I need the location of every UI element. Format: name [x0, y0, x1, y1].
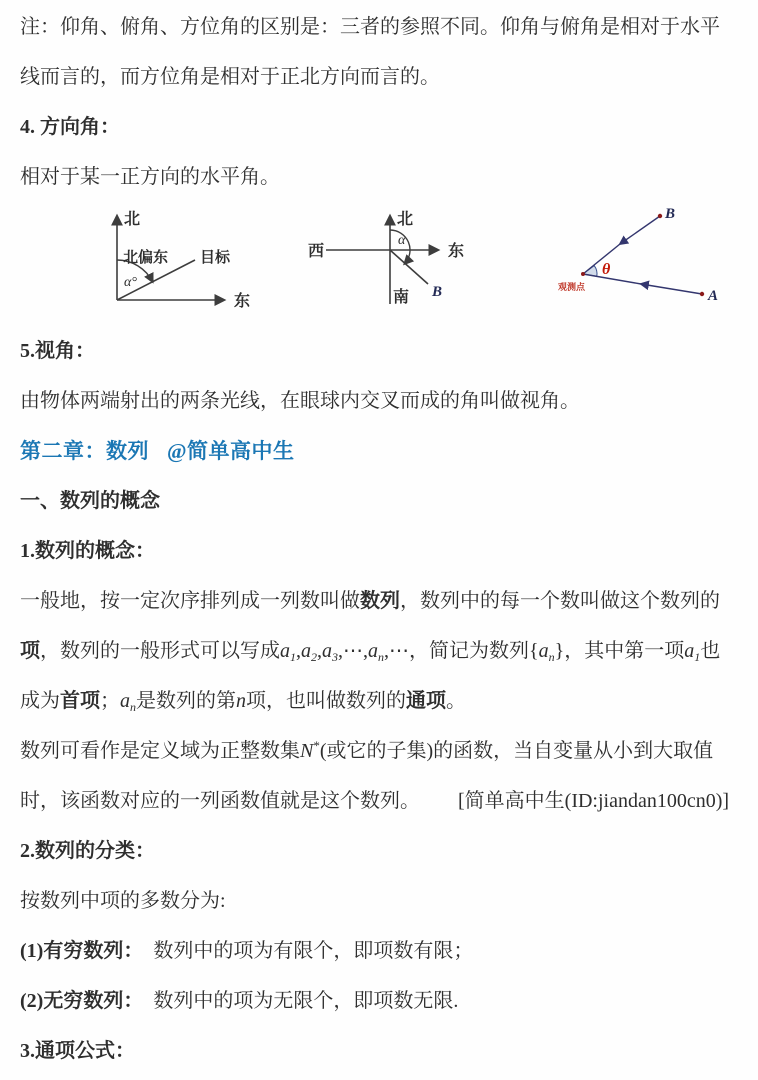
sequence-formula: $a_1,a_2,a_3,\cdots,a_n,\cdots$: [280, 640, 409, 664]
nth-term-symbol: $a_n$: [120, 690, 136, 714]
classification-heading: 2.数列的分类：: [20, 840, 155, 862]
star-superscript: *: [313, 738, 320, 753]
vertex-dot: [581, 272, 585, 276]
chapter-heading: [20, 426, 738, 476]
sequence-function-paragraph: 数列可看作是定义域为正整数集N*(或它的子集)的函数，当自变量从小到大取值时，该函数对应的一列函数值就是这个数列。 [简单高中生(ID:jiandan100cn0)]: [20, 738, 730, 812]
natural-number-set-symbol: N: [300, 740, 314, 762]
chapter-title: 第二章：数列: [20, 439, 149, 463]
north-label: 北: [124, 211, 141, 228]
direction-diagrams: [20, 202, 738, 326]
target-label: 目标: [200, 249, 231, 266]
observation-diagram: [546, 206, 758, 312]
bearing-label: 北偏东: [123, 249, 169, 266]
view-angle-heading: 5.视角：: [20, 340, 95, 362]
note-paragraph: 注：仰角、俯角、方位角的区别是：三者的参照不同。仰角与俯角是相对于水平线而言的，而方位角是相对于正北方向而言的。: [20, 16, 720, 88]
sequence-concept-paragraph: 一般地，按一定次序排列成一列数叫做数列，数列中的每一个数叫做这个数列的项，数列的一般形式可以写成$a_1,a_2,a_3,\cdots,a_n,\cdots$，简记为数列$\{a_n\}$，其中第一项$a_1$也成为首项；$a_n$是数列的第n项，也叫做数列的通项。: [20, 590, 721, 714]
sequence-set-notation: $\{a_n\}$: [529, 640, 565, 664]
subsection-concept-heading: 1.数列的概念：: [20, 540, 155, 562]
east-label: 东: [448, 243, 465, 260]
bearing-diagram: [78, 204, 318, 324]
west-label: 西: [308, 243, 325, 260]
compass-diagram: [308, 204, 478, 324]
point-a-dot: [700, 292, 704, 296]
south-label: 南: [393, 289, 410, 306]
ray-a-inner: [583, 274, 641, 284]
chapter-author-handle: @简单高中生: [167, 439, 295, 463]
alpha-degree-label: α°: [124, 275, 137, 290]
classification-body: 按数列中项的多数分为:: [20, 890, 226, 912]
first-term-symbol: $a_1$: [684, 640, 701, 664]
view-angle-body: 由物体两端射出的两条光线，在眼球内交叉而成的角叫做视角。: [20, 390, 580, 412]
infinite-sequence-item: (2)无穷数列： 数列中的项为无限个，即项数无限.: [20, 990, 459, 1012]
direction-angle-heading: 4. 方向角：: [20, 116, 120, 138]
general-term-heading: 3.通项公式：: [20, 1040, 135, 1062]
ray-b-outer: [620, 216, 660, 244]
theta-label: θ: [602, 261, 611, 278]
ray-a-outer: [641, 284, 702, 294]
point-b-dot: [658, 214, 662, 218]
point-b-label: B: [665, 206, 676, 222]
alpha-label: α: [398, 233, 406, 248]
point-b-label: B: [432, 284, 443, 300]
finite-sequence-item: (1)有穷数列： 数列中的项为有限个，即项数有限；: [20, 940, 474, 962]
observation-point-label: 观测点: [558, 282, 586, 292]
north-label: 北: [397, 211, 414, 228]
east-label: 东: [234, 293, 251, 310]
n-symbol: n: [236, 690, 246, 712]
watermark-tag: [简单高中生(ID:jiandan100cn0)]: [458, 790, 730, 812]
direction-angle-body: 相对于某一正方向的水平角。: [20, 166, 280, 188]
section-one-heading: 一、数列的概念: [20, 490, 160, 512]
point-a-label: A: [708, 288, 719, 304]
